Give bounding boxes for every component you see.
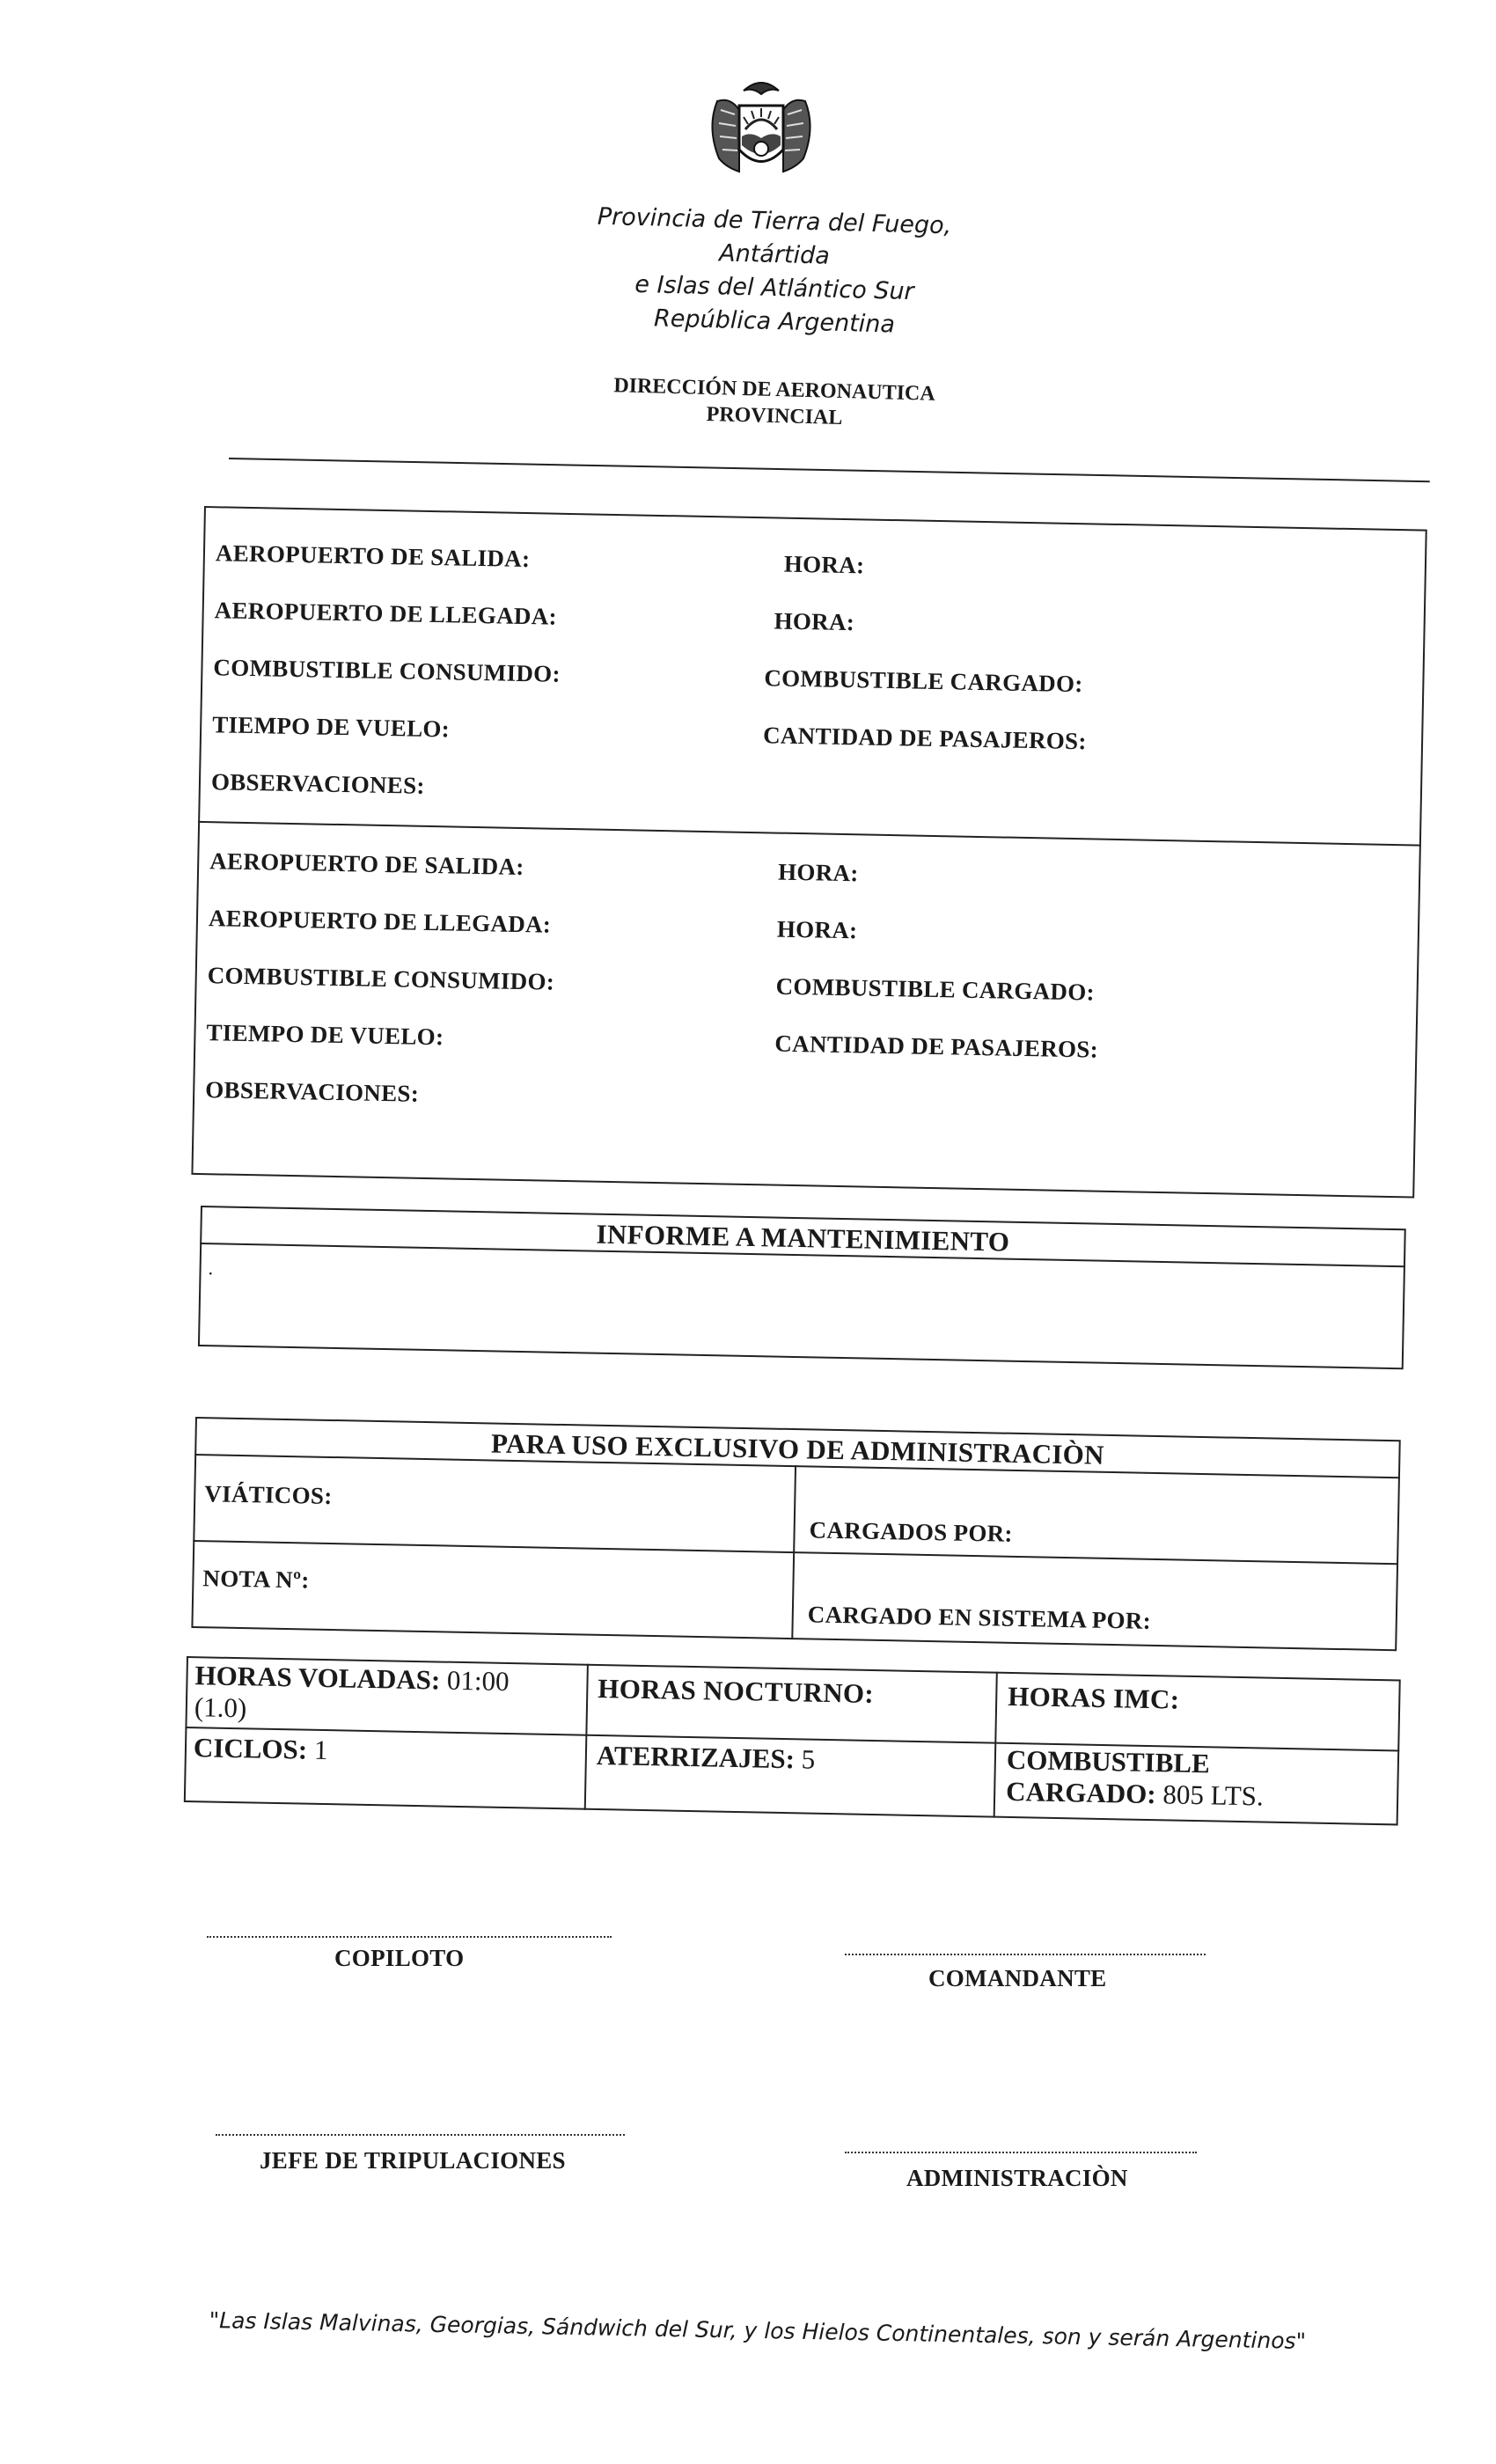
consumido-label: COMBUSTIBLE CONSUMIDO:	[207, 962, 555, 995]
summary-section	[184, 1656, 1401, 1825]
copiloto-signature-line	[207, 1936, 612, 1938]
aterrizajes-cell: ATERRIZAJES: 5	[596, 1739, 816, 1775]
copiloto-label: COPILOTO	[334, 1945, 465, 1971]
horas-voladas-cell: HORAS VOLADAS: 01:00 (1.0)	[194, 1660, 510, 1724]
pasajeros-label: CANTIDAD DE PASAJEROS:	[774, 1030, 1099, 1063]
header-province-line3: e Islas del Atlántico Sur	[634, 270, 915, 306]
flights-section	[191, 506, 1426, 1199]
viaticos-label: VIÁTICOS:	[204, 1480, 333, 1509]
administracion-label: ADMINISTRACIÒN	[906, 2165, 1128, 2191]
cargado-label: COMBUSTIBLE CARGADO:	[764, 664, 1083, 698]
jefe-label: JEFE DE TRIPULACIONES	[260, 2147, 566, 2174]
footer-quote: "Las Islas Malvinas, Georgias, Sándwich del Sur, y los Hielos Continentales, son y serán Argentinos"	[209, 2307, 1307, 2354]
provincial-emblem	[700, 75, 823, 180]
admin-title: PARA USO EXCLUSIVO DE ADMINISTRACIÒN	[490, 1427, 1105, 1470]
llegada-label: AEROPUERTO DE LLEGADA:	[208, 905, 552, 938]
nota-label: NOTA Nº:	[202, 1565, 310, 1594]
comandante-label: COMANDANTE	[928, 1965, 1107, 1991]
salida-label: AEROPUERTO DE SALIDA:	[215, 539, 531, 573]
header-province-line1: Provincia de Tierra del Fuego,	[597, 202, 952, 240]
observaciones-label: OBSERVACIONES:	[204, 1076, 420, 1107]
tiempo-label: TIEMPO DE VUELO:	[206, 1019, 444, 1051]
horas-imc-label: HORAS IMC:	[1007, 1680, 1180, 1715]
maintenance-content: .	[208, 1257, 214, 1280]
jefe-signature-line	[216, 2134, 625, 2136]
ciclos-cell: CICLOS: 1	[193, 1732, 328, 1766]
horas-nocturno-label: HORAS NOCTURNO:	[598, 1672, 875, 1709]
header-department-line1: DIRECCIÓN DE AERONAUTICA	[613, 374, 935, 406]
emblem-icon	[700, 75, 823, 180]
cargado-sistema-label: CARGADO EN SISTEMA POR:	[807, 1601, 1152, 1634]
pasajeros-label: CANTIDAD DE PASAJEROS:	[762, 722, 1087, 755]
observaciones-label: OBSERVACIONES:	[210, 768, 426, 799]
consumido-label: COMBUSTIBLE CONSUMIDO:	[213, 654, 561, 687]
header-province-line2: Antártida	[718, 239, 831, 270]
salida-label: AEROPUERTO DE SALIDA:	[209, 847, 524, 881]
hora-salida-label: HORA:	[783, 550, 865, 579]
admin-section	[191, 1417, 1400, 1651]
header-divider	[229, 458, 1430, 482]
tiempo-label: TIEMPO DE VUELO:	[211, 711, 451, 743]
administracion-signature-line	[845, 2152, 1197, 2153]
cargados-por-label: CARGADOS POR:	[809, 1516, 1014, 1547]
comandante-signature-line	[845, 1954, 1206, 1955]
combustible-cell: COMBUSTIBLE CARGADO: 805 LTS.	[1005, 1743, 1265, 1812]
header-department-line2: PROVINCIAL	[706, 402, 843, 430]
maintenance-title: INFORME A MANTENIMIENTO	[596, 1218, 1010, 1258]
maintenance-section	[198, 1206, 1406, 1369]
llegada-label: AEROPUERTO DE LLEGADA:	[214, 597, 558, 630]
hora-llegada-label: HORA:	[774, 607, 855, 636]
hora-salida-label: HORA:	[777, 858, 859, 887]
cargado-label: COMBUSTIBLE CARGADO:	[775, 972, 1096, 1006]
hora-llegada-label: HORA:	[776, 915, 858, 944]
header-province-line4: República Argentina	[653, 304, 896, 339]
